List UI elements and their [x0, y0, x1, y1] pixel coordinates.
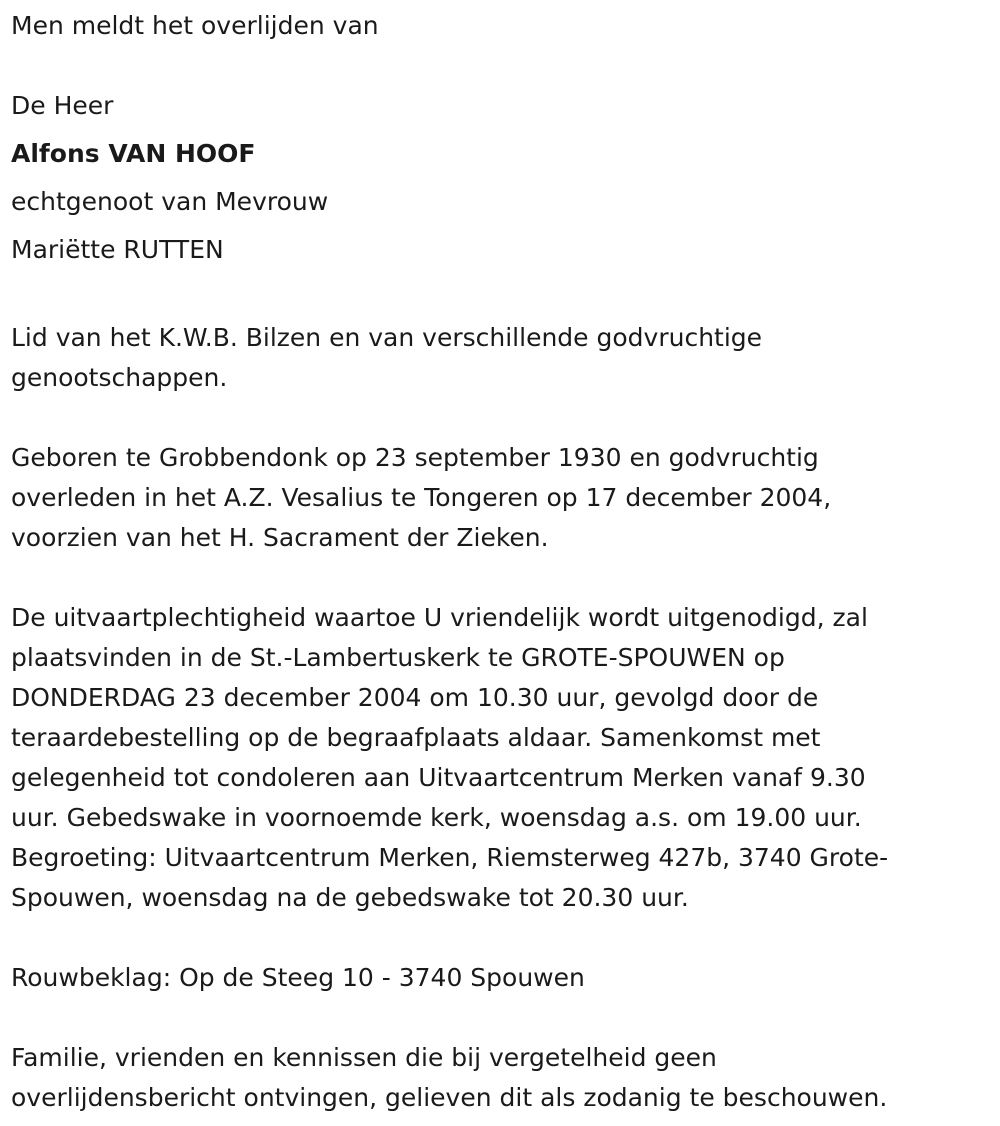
- funeral-line: uur. Gebedswake in voornoemde kerk, woensdag a.s. om 19.00 uur.: [11, 803, 862, 832]
- salutation: De Heer: [11, 91, 114, 120]
- spacer: [11, 558, 986, 598]
- funeral-line: Spouwen, woensdag na de gebedswake tot 20.30 uur.: [11, 883, 689, 912]
- spouse-name: Mariëtte RUTTEN: [11, 235, 224, 264]
- deceased-name: Alfons VAN HOOF: [11, 139, 256, 168]
- closing-line: Familie, vrienden en kennissen die bij vergetelheid geen: [11, 1043, 717, 1072]
- funeral-line: De uitvaartplechtigheid waartoe U vriendelijk wordt uitgenodigd, zal: [11, 603, 868, 632]
- spacer: [11, 918, 986, 958]
- mourning-address: Rouwbeklag: Op de Steeg 10 - 3740 Spouwen: [11, 963, 585, 992]
- funeral-paragraph: [11, 598, 986, 918]
- funeral-line: teraardebestelling op de begraafplaats aldaar. Samenkomst met: [11, 723, 821, 752]
- membership-paragraph: [11, 318, 986, 398]
- announcement-line: Men meldt het overlijden van: [11, 11, 379, 40]
- birth-death-line: voorzien van het H. Sacrament der Zieken.: [11, 523, 549, 552]
- membership-line: genootschappen.: [11, 363, 228, 392]
- birth-death-paragraph: [11, 438, 986, 558]
- closing-line: overlijdensbericht ontvingen, gelieven dit als zodanig te beschouwen.: [11, 1083, 888, 1112]
- spacer: [11, 398, 986, 438]
- birth-death-line: Geboren te Grobbendonk op 23 september 1930 en godvruchtig: [11, 443, 819, 472]
- spouse-intro: echtgenoot van Mevrouw: [11, 187, 329, 216]
- birth-death-line: overleden in het A.Z. Vesalius te Tongeren op 17 december 2004,: [11, 483, 832, 512]
- spacer: [11, 998, 986, 1038]
- funeral-line: plaatsvinden in de St.-Lambertuskerk te GROTE-SPOUWEN op: [11, 643, 785, 672]
- obituary-notice: [11, 6, 986, 1118]
- closing-paragraph: [11, 1038, 986, 1118]
- funeral-line: Begroeting: Uitvaartcentrum Merken, Riemsterweg 427b, 3740 Grote-: [11, 843, 889, 872]
- funeral-line: DONDERDAG 23 december 2004 om 10.30 uur, gevolgd door de: [11, 683, 819, 712]
- funeral-line: gelegenheid tot condoleren aan Uitvaartcentrum Merken vanaf 9.30: [11, 763, 866, 792]
- spacer: [11, 278, 986, 318]
- spacer: [11, 54, 986, 86]
- membership-line: Lid van het K.W.B. Bilzen en van verschillende godvruchtige: [11, 323, 763, 352]
